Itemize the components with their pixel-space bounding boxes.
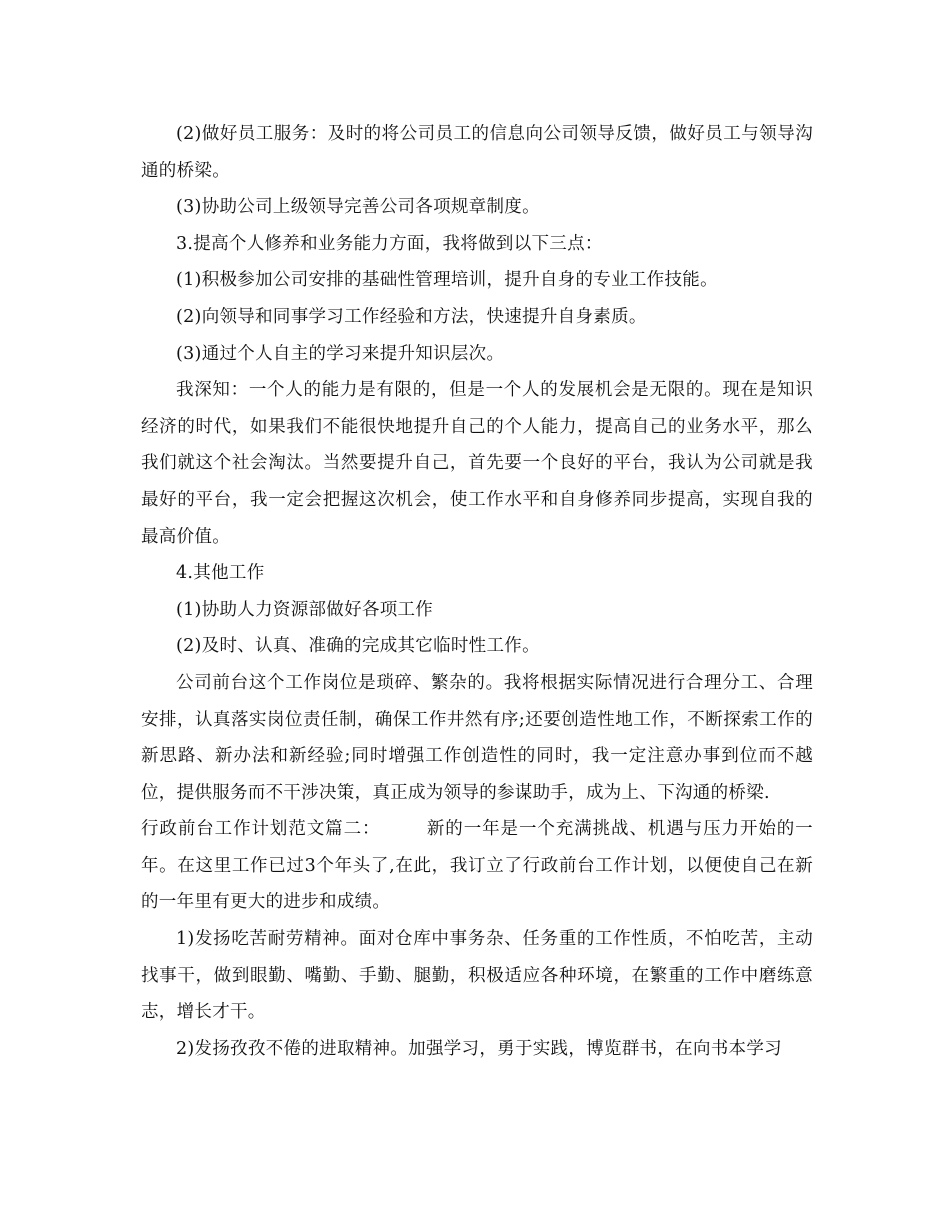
paragraph-learn-from-colleagues: (2)向领导和同事学习工作经验和方法，快速提升自身素质。 <box>176 306 647 327</box>
paragraph-front-desk-summary: 公司前台这个工作岗位是琐碎、繁杂的。我将根据实际情况进行合理分工、合理安排，认真落实岗位责任制，确保工作井然有序;还要创造性地工作，不断探索工作的新思路、新办法和新经验;同时增强工作创造性的同时，我一定注意办事到位而不越位，提供服务而不干涉决策，真正成为领导的参谋助手，成为上、下沟通的桥梁. <box>141 672 813 803</box>
document-body <box>141 116 813 1067</box>
paragraph-employee-service: (2)做好员工服务：及时的将公司员工的信息向公司领导反馈，做好员工与领导沟通的桥梁。 <box>141 124 813 181</box>
paragraph-enterprising-spirit: 2)发扬孜孜不倦的进取精神。加强学习，勇于实践，博览群书，在向书本学习 <box>176 1038 782 1059</box>
paragraph-personal-reflection: 我深知：一个人的能力是有限的，但是一个人的发展机会是无限的。现在是知识经济的时代，如果我们不能很快地提升自己的个人能力，提高自己的业务水平，那么我们就这个社会淘汰。当然要提升自己，首先要一个良好的平台，我认为公司就是我最好的平台，我一定会把握这次机会，使工作水平和自身修养同步提高，实现自我的最高价值。 <box>141 380 813 547</box>
paragraph-training: (1)积极参加公司安排的基础性管理培训，提升自身的专业工作技能。 <box>176 270 718 291</box>
paragraph-assist-hr: (1)协助人力资源部做好各项工作 <box>176 599 434 620</box>
paragraph-temporary-work: (2)及时、认真、准确的完成其它临时性工作。 <box>176 636 540 657</box>
paragraph-hardworking-spirit: 1)发扬吃苦耐劳精神。面对仓库中事务杂、任务重的工作性质，不怕吃苦，主动找事干，做到眼勤、嘴勤、手勤、腿勤，积极适应各种环境，在繁重的工作中磨练意志，增长才干。 <box>141 929 813 1023</box>
paragraph-section-3-heading: 3.提高个人修养和业务能力方面，我将做到以下三点： <box>176 233 603 254</box>
paragraph-sample-two-intro: 行政前台工作计划范文篇二： 新的一年是一个充满挑战、机遇与压力开始的一年。在这里工作已过3个年头了,在此，我订立了行政前台工作计划，以便使自己在新的一年里有更大的进步和成绩。 <box>141 819 813 913</box>
paragraph-self-study: (3)通过个人自主的学习来提升知识层次。 <box>176 343 505 364</box>
paragraph-section-4-heading: 4.其他工作 <box>176 563 265 584</box>
paragraph-assist-regulations: (3)协助公司上级领导完善公司各项规章制度。 <box>176 197 540 218</box>
